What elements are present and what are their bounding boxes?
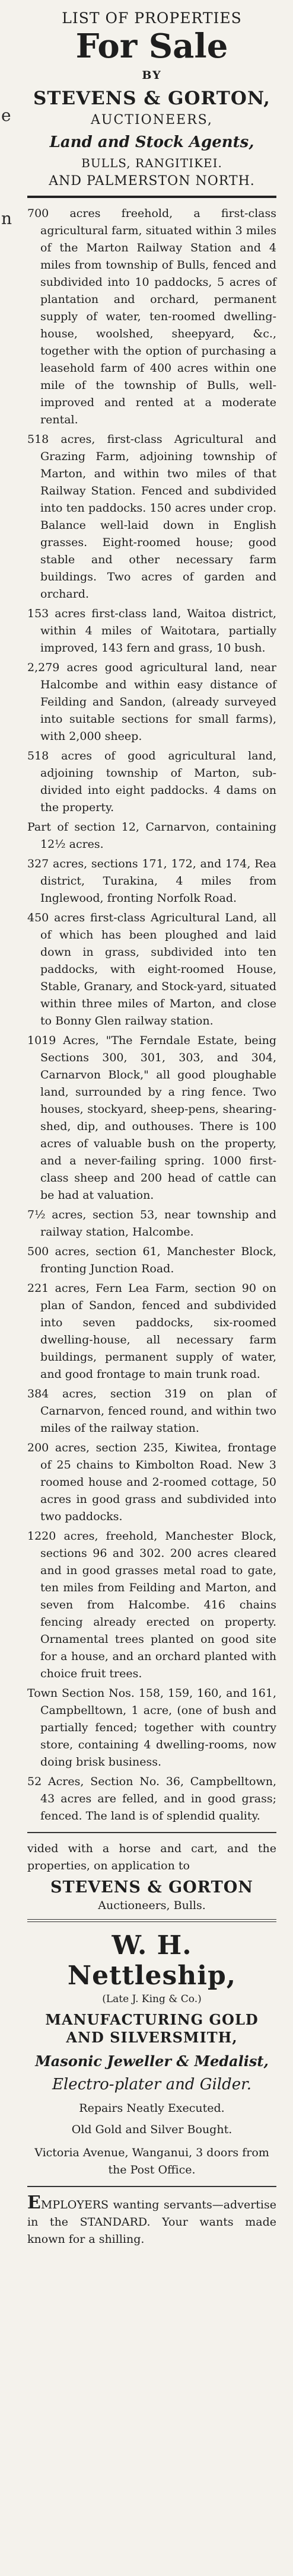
apply-firm-name: STEVENS & GORTON (50, 1878, 253, 1897)
by-label: BY (142, 68, 162, 82)
employers-dropcap: E (27, 2192, 41, 2213)
listing-item: 221 acres, Fern Lea Farm, section 90 on plan of Sandon, fenced and subdivided into seven paddocks, six-roomed dwelling-house, all necessary farm buildings, permanent supply of water, and good frontage to main trunk road. (27, 1281, 276, 1381)
listing-item: 518 acres of good agricultural land, adjoining township of Marton, sub-divided into eight paddocks. 4 dams on the property. (27, 749, 276, 814)
listing-item: 52 Acres, Section No. 36, Campbelltown, 43 acres are felled, and in good grass; fenced. The land is of splendid quality. (27, 1774, 276, 1822)
listing-item: Town Section Nos. 158, 159, 160, and 161, Campbelltown, 1 acre, (one of bush and partially fenced; together with country store, containing 4 dwelling-rooms, now doing brisk business. (27, 1686, 276, 1769)
firm-role: AUCTIONEERS, (91, 112, 213, 127)
listing-item: 384 acres, section 319 on plan of Carnarvon, fenced round, and within two miles of the railway station. (27, 1387, 276, 1435)
employers-notice (27, 2194, 276, 2248)
agents-line: Land and Stock Agents, (49, 133, 254, 151)
listing-item: 327 acres, sections 171, 172, and 174, Rea district, Turakina, 4 miles from Inglewood, fronting Norfolk Road. (27, 857, 276, 905)
listing-item: 1220 acres, freehold, Manchester Block, sections 96 and 302. 200 acres cleared and in good grasses metal road to gate, ten miles from Feilding and Marton, and seven from Halcombe. 416 chains fencing already erected on property. Ornamental trees planted on good site for a house, and an orchard planted with choice fruit trees. (27, 1529, 276, 1680)
listing-item: 1019 Acres, "The Ferndale Estate, being Sections 300, 301, 303, and 304, Carnarvon Block," all good ploughable land, surrounded by a ring fence. Two houses, stockyard, sheep-pens, shearing-shed, dip, and outhouses. There is 100 acres of valuable bush on the property, and a never-failing spring. 1000 first-class sheep and 200 head of cattle can be had at valuation. (27, 1033, 276, 1202)
jeweller-trade: MANUFACTURING GOLD AND SILVERSMITH, (45, 2010, 259, 2046)
margin-fragment: e (1, 106, 11, 125)
listing-item: 7½ acres, section 53, near township and railway station, Halcombe. (27, 1208, 276, 1238)
apply-firm-role: Auctioneers, Bulls. (98, 1898, 206, 1912)
listing-item: 200 acres, section 235, Kiwitea, frontage of 25 chains to Kimbolton Road. New 3 roomed house and 2-roomed cottage, 50 acres in good grass and subdivided into two paddocks. (27, 1441, 276, 1523)
advertisement-column (27, 0, 276, 2248)
employers-text: MPLOYERS wanting servants—advertise in the STANDARD. Your wants made known for a shilling. (27, 2198, 276, 2246)
apply-note: vided with a horse and cart, and the properties, on application to (27, 1841, 276, 1872)
property-listings (27, 205, 276, 1825)
divider (27, 1832, 276, 1833)
jeweller-buys: Old Gold and Silver Bought. (71, 2122, 233, 2136)
listing-item: 500 acres, section 61, Manchester Block, fronting Junction Road. (27, 1244, 276, 1275)
listing-item: Part of section 12, Carnarvon, containing 12½ acres. (27, 820, 276, 851)
jeweller-services: Electro-plater and Gilder. (52, 2075, 251, 2093)
jeweller-name: W. H. Nettleship, (67, 1930, 237, 1991)
listing-item: 518 acres, first-class Agricultural and Grazing Farm, adjoining township of Marton, and within two miles of that Railway Station. Fenced and subdivided into ten paddocks. 150 acres under crop. Balance well-laid down in English grasses. Eight-roomed house; good stable and other necessary farm buildings. Two acres of garden and orchard. (27, 432, 276, 601)
jeweller-specialty: Masonic Jeweller & Medalist, (35, 2052, 269, 2070)
divider (27, 196, 276, 198)
list-title: LIST OF PROPERTIES (62, 9, 242, 27)
firm-name: STEVENS & GORTON, (33, 87, 270, 109)
jeweller-address: Victoria Avenue, Wanganui, 3 doors from the Post Office. (34, 2146, 269, 2176)
margin-fragment: n (1, 209, 12, 228)
listing-item: 450 acres first-class Agricultural Land, all of which has been ploughed and laid down in grass, subdivided into ten paddocks, with eight-roomed House, Stable, Granary, and Stock-yard, situated within three miles of Marton, and close to Bonny Glen railway station. (27, 911, 276, 1027)
location-line-1: BULLS, RANGITIKEI. (81, 155, 222, 170)
listing-item: 153 acres first-class land, Waitoa district, within 4 miles of Waitotara, partially improved, 143 fern and grass, 10 bush. (27, 607, 276, 655)
location-line-2: AND PALMERSTON NORTH. (49, 173, 255, 189)
divider (27, 1919, 276, 1922)
jeweller-repairs: Repairs Neatly Executed. (79, 2101, 225, 2115)
listing-item: 700 acres freehold, a first-class agricultural farm, situated within 3 miles of the Marton Railway Station and 4 miles from township of Bulls, fenced and subdivided into 10 paddocks, 5 acres of plantation and orchard, permanent supply of water, ten-roomed dwelling-house, woolshed, sheepyard, &c., together with the option of purchasing a leasehold farm of 400 acres within one mile of the township of Bulls, well-improved and rented at a moderate rental. (27, 206, 276, 426)
for-sale-heading: For Sale (75, 27, 228, 66)
divider (27, 2186, 276, 2187)
jeweller-former: (Late J. King & Co.) (102, 1993, 202, 2005)
listing-item: 2,279 acres good agricultural land, near Halcombe and within easy distance of Feilding and Sandon, (already surveyed into suitable sections for small farms), with 2,000 sheep. (27, 660, 276, 743)
